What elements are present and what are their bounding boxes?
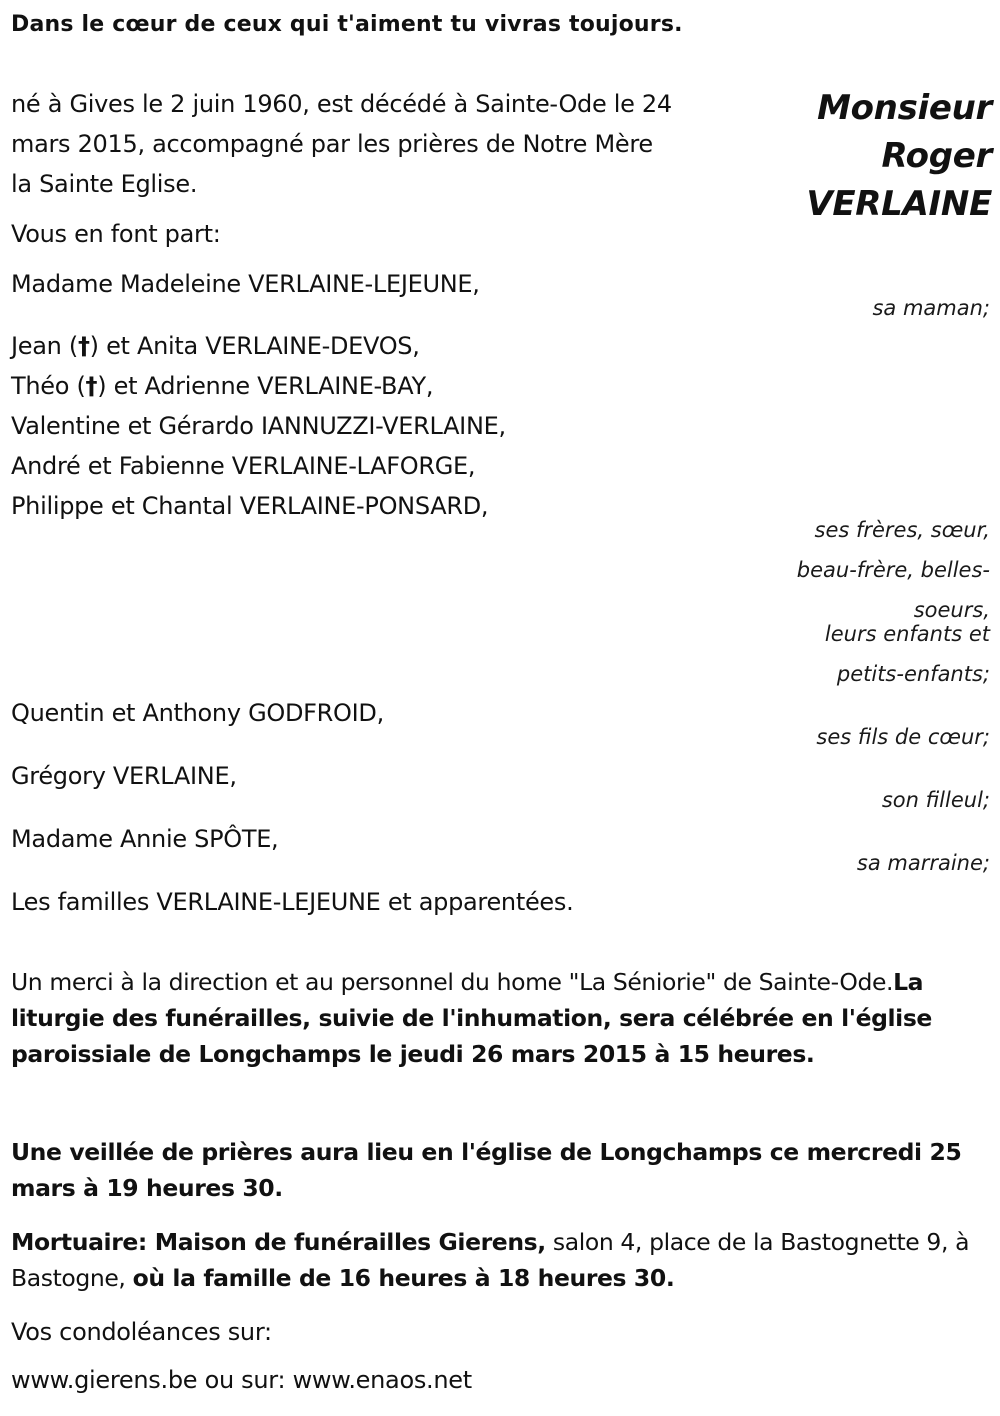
sibling-text: ) et Adrienne VERLAINE-BAY, <box>97 372 434 400</box>
headline-quote: Dans le cœur de ceux qui t'aiment tu vivras toujours. <box>11 12 683 37</box>
deceased-title: Monsieur <box>817 88 992 128</box>
relation-siblings-line: soeurs, <box>913 598 990 622</box>
relation-godson: son filleul; <box>881 788 990 812</box>
liturgy-text: La liturgie des funérailles, suivie de l'inhumation, sera célébrée en l'église paroissiale de Longchamps le jeudi 26 mars 2015 à 15 heures. <box>11 968 932 1068</box>
condolences-label: Vos condoléances sur: <box>11 1318 272 1346</box>
mortuary-paragraph <box>11 1224 991 1296</box>
mourner-families: Les familles VERLAINE-LEJEUNE et apparentées. <box>11 888 574 916</box>
mourner-sons-of-heart: Quentin et Anthony GODFROID, <box>11 699 384 727</box>
relation-siblings-line: petits-enfants; <box>836 662 990 686</box>
sibling-line <box>11 406 506 446</box>
deceased-first-name: Roger <box>881 136 992 176</box>
relation-sons-of-heart: ses fils de cœur; <box>816 725 990 749</box>
intro-line-2: mars 2015, accompagné par les prières de Notre Mère <box>11 130 653 158</box>
relation-godmother: sa marraine; <box>856 851 990 875</box>
sibling-text: Philippe et Chantal VERLAINE-PONSARD, <box>11 492 489 520</box>
relation-siblings-line: leurs enfants et <box>824 622 990 646</box>
vigil-paragraph: Une veillée de prières aura lieu en l'église de Longchamps ce mercredi 25 mars à 19 heures 30. <box>11 1138 962 1202</box>
sibling-line <box>11 486 488 526</box>
intro-line-1: né à Gives le 2 juin 1960, est décédé à Sainte-Ode le 24 <box>11 90 672 118</box>
sibling-text: ) et Anita VERLAINE-DEVOS, <box>89 332 420 360</box>
deceased-name-block <box>806 84 992 228</box>
dagger-icon: † <box>77 332 90 360</box>
sibling-line <box>11 326 420 366</box>
mortuary-hours: où la famille de 16 heures à 18 heures 30. <box>132 1264 675 1292</box>
dagger-icon: † <box>85 372 98 400</box>
condolences-separator: ou sur: <box>197 1366 293 1394</box>
sibling-text: Théo ( <box>11 372 86 400</box>
mourner-godson: Grégory VERLAINE, <box>11 762 237 790</box>
mourner-godmother: Madame Annie SPÔTE, <box>11 825 279 853</box>
sibling-text: Valentine et Gérardo IANNUZZI-VERLAINE, <box>11 412 506 440</box>
condolences-links <box>11 1360 472 1400</box>
mortuary-address: salon 4, place de la Bastognette 9, à Bastogne, <box>11 1228 970 1292</box>
mourner-mother: Madame Madeleine VERLAINE-LEJEUNE, <box>11 270 480 298</box>
thanks-paragraph <box>11 964 991 1072</box>
sibling-line <box>11 446 475 486</box>
deceased-last-name: VERLAINE <box>806 184 992 224</box>
link-gierens[interactable]: www.gierens.be <box>11 1366 198 1394</box>
sibling-text: André et Fabienne VERLAINE-LAFORGE, <box>11 452 476 480</box>
relation-siblings-line: ses frères, sœur, <box>814 518 990 542</box>
relation-siblings-line: beau-frère, belles- <box>796 558 990 582</box>
sibling-line <box>11 366 433 406</box>
mortuary-name: Mortuaire: Maison de funérailles Gierens, <box>11 1228 546 1256</box>
sibling-text: Jean ( <box>11 332 78 360</box>
announcement: Vous en font part: <box>11 220 221 248</box>
thanks-text: Un merci à la direction et au personnel du home "La Séniorie" de Sainte-Ode. <box>11 968 894 996</box>
link-enaos[interactable]: www.enaos.net <box>292 1366 472 1394</box>
relation-mother: sa maman; <box>872 296 990 320</box>
intro-line-3: la Sainte Eglise. <box>11 170 198 198</box>
